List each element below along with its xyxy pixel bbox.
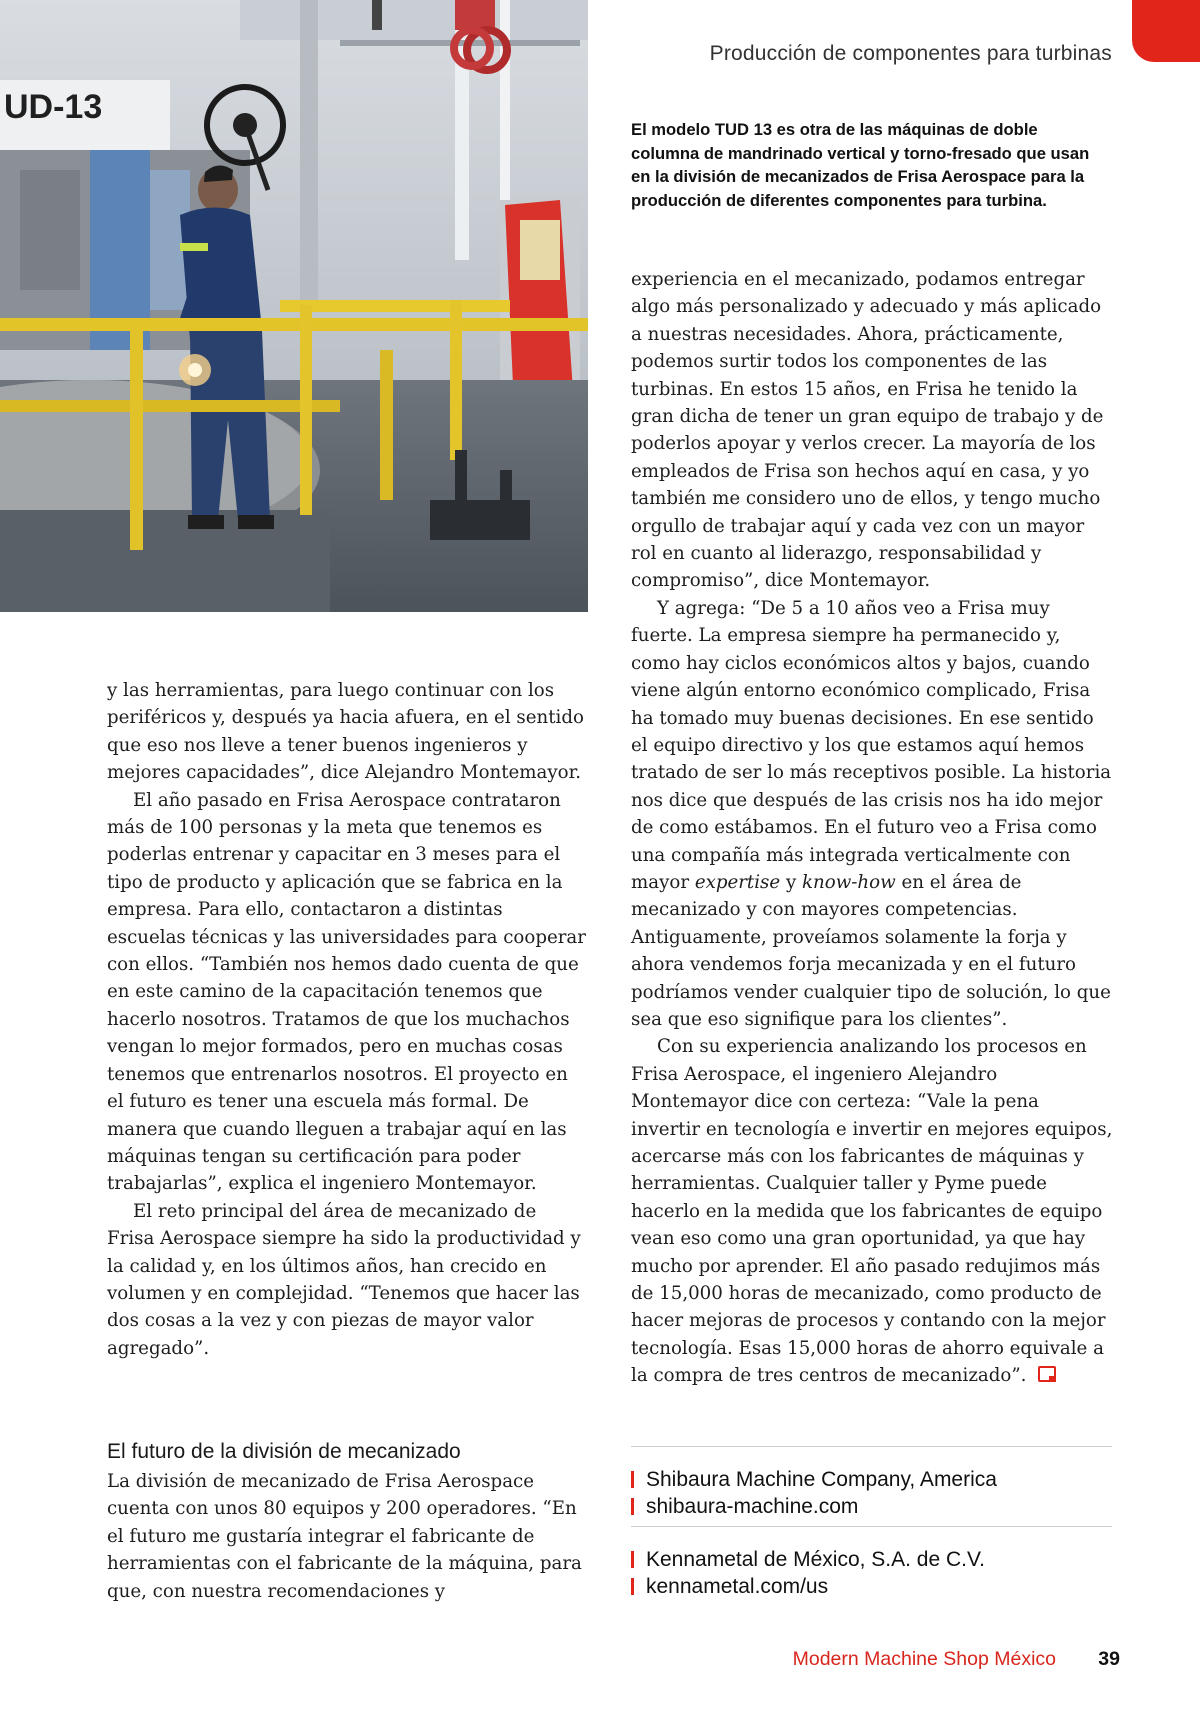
paragraph: y las herramientas, para luego continuar con los periféricos y, después ya hacia afuera, en el sentido que eso nos lleve a tener buenos ingenieros y mejores capacidades”, dice Alejandro Montemayor. [107,680,584,784]
left-column-continued [107,1468,587,1605]
accent-bar [631,1498,634,1515]
source-company: Kennametal de México, S.A. de C.V. [646,1548,985,1571]
source-url[interactable]: shibaura-machine.com [646,1495,859,1518]
divider [631,1526,1112,1527]
paragraph: El reto principal del área de mecanizado de Frisa Aerospace siempre ha sido la productividad y la calidad y, en los últimos años, han crecido en volumen y en complejidad. “Tenemos que hacer las dos cosas a la vez y con piezas de mayor valor agregado”. [107,1200,581,1359]
source-company: Shibaura Machine Company, America [646,1468,997,1491]
paragraph: experiencia en el mecanizado, podamos entregar algo más personalizado y adecuado y más aplicado a nuestras necesidades. Ahora, prácticamente, podemos surtir todos los componentes de las turbinas. En estos 15 años, en Frisa he tenido la gran dicha de tener un gran equipo de trabajo y de poderlos apoyar y verlos crecer. La mayoría de los empleados de Frisa son hechos aquí en casa, y yo también me considero uno de ellos, y tengo mucho orgullo de trabajar aquí y cada vez con un mayor rol en cuanto al liderazgo, responsabilidad y compromiso”, dice Montemayor. [631,269,1104,592]
photo-caption: El modelo TUD 13 es otra de las máquinas de doble columna de mandrinado vertical y torno-fresado que usan en la división de mecanizados de Frisa Aerospace para la producción de diferentes componentes para turbina. [631,120,1090,210]
machine-label: UD-13 [4,88,103,126]
section-title: Producción de componentes para turbinas [709,42,1112,65]
paragraph-text: Y agrega: “De 5 a 10 años veo a Frisa muy fuerte. La empresa siempre ha permanecido y, como hay ciclos económicos altos y bajos, cuando viene algún entorno económico complicado, Frisa ha tomado muy buenas decisiones. En ese sentido el equipo directivo y los que estamos aquí hemos tratado de ser lo más receptivos posible. La historia nos dice que después de las crisis nos ha ido mejor de como estábamos. En el futuro veo a Frisa como una compañía más integrada verticalmente con mayor [631,597,1112,893]
paragraph-text: y [785,871,797,893]
magazine-name: Modern Machine Shop México [792,1648,1056,1670]
divider [631,1446,1112,1447]
accent-bar [631,1471,634,1488]
paragraph [631,595,1113,1034]
paragraph-text: en el área de mecanizado y con mayores competencias. Antiguamente, proveíamos solamente la forja y ahora vendemos forja mecanizada y en el futuro podríamos vender cualquier tipo de solución, lo que sea que eso signifique para los clientes”. [631,871,1111,1030]
source-block [631,1466,1112,1520]
source-url[interactable]: kennametal.com/us [646,1575,829,1598]
section-tab [1132,0,1200,62]
left-column [107,677,587,1362]
paragraph-text: Con su experiencia analizando los procesos en Frisa Aerospace, el ingeniero Alejandro Montemayor dice con certeza: “Vale la pena invertir en tecnología e invertir en mejores equipos, acercarse más con los fabricantes de máquinas y herramientas. Cualquier taller y Pyme puede hacerlo en la medida que los fabricantes de equipo vean eso como una gran oportunidad, ya que hay mucho por aprender. El año pasado redujimos más de 15,000 horas de mecanizado, como producto de hacer mejoras de procesos y contando con la mejor tecnología. Esas 15,000 horas de ahorro equivale a la compra de tres centros de mecanizado”. [631,1036,1113,1387]
paragraph: La división de mecanizado de Frisa Aerospace cuenta con unos 80 equipos y 200 operadores. “En el futuro me gustaría integrar el fabricante de herramientas con el fabricante de la máquina, para que, con nuestra recomendaciones y [107,1471,582,1602]
end-of-article-icon [1038,1366,1056,1382]
paragraph: El año pasado en Frisa Aerospace contrataron más de 100 personas y la meta que tenemos es poderlas entrenar y capacitar en 3 meses para el tipo de producto y aplicación que se fabrica en la empresa. Para ello, contactaron a distintas escuelas técnicas y las universidades para cooperar con ellos. “También nos hemos dado cuenta de que en este camino de la capacitación tenemos que hacerlo nosotros. Tratamos de que los muchachos vengan lo mejor formados, pero en muchas cosas tenemos que entrenarlos nosotros. El proyecto en el futuro es tener una escuela más formal. De manera que cuando lleguen a trabajar aquí en las máquinas tengan su certificación para poder trabajarlas”, explica el ingeniero Montemayor. [107,789,586,1195]
source-block [631,1546,1112,1600]
photo-illustration [0,0,588,612]
page-number: 39 [1098,1648,1120,1670]
subheading: El futuro de la división de mecanizado [107,1440,461,1463]
paragraph [631,1033,1113,1389]
accent-bar [631,1578,634,1595]
emphasis: expertise [694,871,781,893]
accent-bar [631,1551,634,1568]
emphasis: know-how [802,871,896,893]
right-column [631,266,1113,1390]
machine-shop-photo [0,0,588,612]
